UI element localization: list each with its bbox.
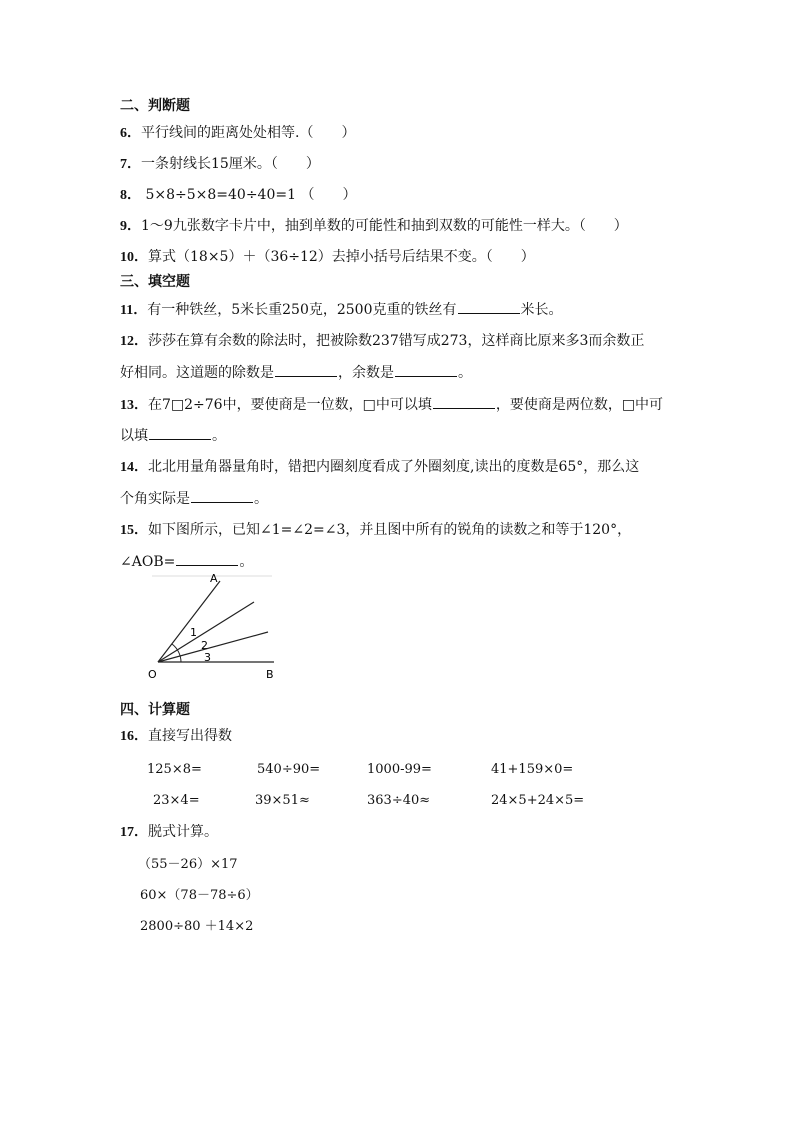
question-text: ∠AOB= (120, 554, 176, 570)
question-text: 个角实际是 (120, 491, 190, 507)
question-text: 脱式计算。 (148, 824, 218, 840)
question-text: 1～9九张数字卡片中，抽到单数的可能性和抽到双数的可能性一样大。（ ） (141, 218, 628, 234)
question-12 (120, 331, 644, 352)
question-number: 16． (120, 729, 148, 744)
question-number: 6． (120, 126, 141, 141)
question-text: 算式（18×5）＋（36÷12）去掉小括号后结果不变。（ ） (148, 249, 535, 265)
question-number: 9． (120, 219, 141, 234)
question-text: 直接写出得数 (148, 728, 232, 744)
question-text: 以填 (120, 428, 148, 444)
question-text: 如下图所示，已知∠1=∠2=∠3，并且图中所有的锐角的读数之和等于120°， (148, 522, 632, 538)
mental-math-item: 363÷40≈ (367, 793, 431, 808)
question-12-continued (120, 362, 472, 383)
question-number: 12． (120, 334, 148, 349)
angle-figure (140, 572, 290, 682)
step-calc-item: 2800÷80 ＋14×2 (140, 919, 254, 934)
answer-blank[interactable] (149, 425, 211, 440)
answer-blank[interactable] (458, 299, 520, 314)
question-text: 在7□2÷76中，要使商是一位数，□中可以填 (148, 397, 432, 413)
question-15 (120, 520, 631, 541)
answer-blank[interactable] (433, 394, 495, 409)
question-17 (120, 822, 218, 843)
question-text: 。 (458, 365, 472, 381)
question-number: 17． (120, 825, 148, 840)
question-text: 北北用量角器量角时，错把内圈刻度看成了外圈刻度,读出的度数是65°，那么这 (148, 459, 640, 475)
step-calc-item: 60×（78－78÷6） (140, 888, 259, 903)
label-angle-2: 2 (201, 639, 208, 652)
answer-blank[interactable] (176, 551, 238, 566)
question-text: ，要使商是两位数，□中可 (495, 397, 664, 413)
answer-blank[interactable] (191, 488, 253, 503)
question-text: 米长。 (520, 302, 563, 318)
answer-blank[interactable] (395, 362, 457, 377)
label-b: B (266, 668, 274, 681)
question-text: 平行线间的距离处处相等.（ ） (141, 125, 356, 141)
question-11 (120, 299, 563, 321)
question-number: 15． (120, 523, 148, 538)
question-6 (120, 123, 355, 144)
question-7 (120, 154, 320, 175)
question-15-continued (120, 551, 253, 572)
question-text: 一条射线长15厘米。（ ） (141, 156, 320, 172)
question-text: 好相同。这道题的除数是 (120, 365, 274, 381)
question-14 (120, 457, 639, 478)
label-angle-3: 3 (204, 651, 211, 664)
question-14-continued (120, 488, 268, 509)
question-text: 。 (239, 554, 254, 570)
question-16 (120, 726, 232, 747)
question-number: 14． (120, 460, 148, 475)
question-text: 5×8÷5×8=40÷40=1 （ ） (141, 187, 357, 203)
mental-math-item: 1000-99= (367, 762, 432, 777)
ray-middle-2 (158, 632, 268, 662)
question-text: 。 (254, 491, 268, 507)
label-angle-1: 1 (190, 626, 197, 639)
question-number: 11． (120, 303, 148, 318)
question-number: 10． (120, 250, 148, 265)
answer-blank[interactable] (275, 362, 337, 377)
question-13-continued (120, 425, 226, 446)
mental-math-item: 39×51≈ (255, 793, 310, 808)
question-number: 8． (120, 188, 141, 203)
question-number: 13． (120, 398, 148, 413)
ray-oa (158, 581, 220, 662)
question-number: 7． (120, 157, 141, 172)
mental-math-item: 41+159×0= (491, 762, 574, 777)
label-a: A (210, 572, 218, 585)
question-9 (120, 216, 628, 237)
label-o: O (148, 668, 157, 681)
section-judge-title: 二、判断题 (120, 98, 190, 114)
question-text: 。 (212, 428, 226, 444)
section-fill-title: 三、填空题 (120, 274, 190, 290)
question-8 (120, 185, 356, 206)
question-10 (120, 247, 535, 268)
mental-math-item: 540÷90= (257, 762, 321, 777)
mental-math-item: 23×4= (153, 793, 200, 808)
question-13 (120, 394, 663, 416)
question-text: 有一种铁丝，5米长重250克，2500克重的铁丝有 (147, 302, 457, 318)
mental-math-item: 24×5+24×5= (491, 793, 585, 808)
question-text: ，余数是 (338, 365, 394, 381)
question-text: 莎莎在算有余数的除法时，把被除数237错写成273，这样商比原来多3而余数正 (148, 333, 645, 349)
section-calc-title: 四、计算题 (120, 702, 190, 718)
mental-math-item: 125×8= (147, 762, 202, 777)
step-calc-item: （55－26）×17 (138, 857, 238, 872)
